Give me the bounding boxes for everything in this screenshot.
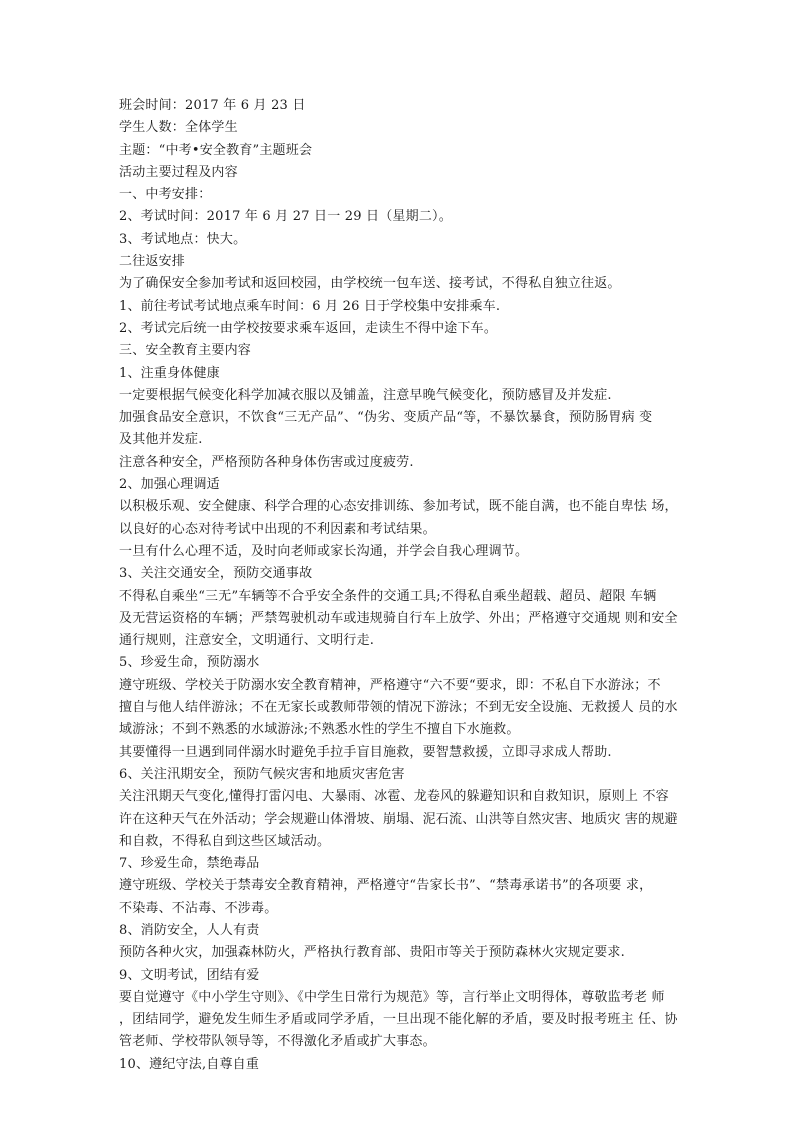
text-line: 其要懂得一旦遇到同伴溺水时避免手拉手盲目施救，要智慧救援，立即寻求成人帮助. (119, 744, 612, 760)
text-line: 不得私自乘坐“三无”车辆等不合乎安全条件的交通工具;不得私自乘坐超载、超员、超限 车辆 (119, 588, 657, 604)
text-line: 许在这种天气在外活动；学会规避山体滑坡、崩塌、泥石流、山洪等自然灾害、地质灾 害的规避 (119, 811, 678, 827)
text-line: 管老师、学校带队领导等，不得激化矛盾或扩大事态。 (119, 1034, 436, 1050)
text-line: 主题：“中考•安全教育”主题班会 (119, 142, 313, 158)
text-line: 域游泳；不到不熟悉的水域游泳;不熟悉水性的学生不擅自下水施救。 (119, 722, 520, 738)
text-line: 遵守班级、学校关于禁毒安全教育精神，严格遵守“告家长书”、“禁毒承诺书”的各项要 求， (119, 878, 653, 894)
text-line: 以良好的心态对待考试中出现的不利因素和考试结果。 (119, 521, 436, 537)
text-line: 及无营运资格的车辆；严禁驾驶机动车或违规骑自行车上放学、外出；严格遵守交通规 则和安全 (119, 610, 678, 626)
text-line: 一旦有什么心理不适，及时向老师或家长沟通，并学会自我心理调节。 (119, 543, 529, 559)
text-line: 7、珍爱生命，禁绝毒品 (119, 856, 260, 872)
text-line: 1、前往考试考试地点乘车时间：6 月 26 日于学校集中安排乘车. (119, 298, 501, 314)
text-line: 和自救，不得私自到这些区域活动。 (119, 833, 331, 849)
text-line: 不染毒、不沾毒、不涉毒。 (119, 900, 278, 916)
text-line: 6、关注汛期安全，预防气候灾害和地质灾害危害 (119, 766, 405, 782)
text-line: 8、消防安全，人人有责 (119, 922, 260, 938)
text-line: 要自觉遵守《中小学生守则》、《中学生日常行为规范》等，言行举止文明得体，尊敬监考老 师 (119, 989, 665, 1005)
text-line: 活动主要过程及内容 (119, 164, 238, 180)
text-line: 以积极乐观、安全健康、科学合理的心态安排训练、参加考试，既不能自满，也不能自卑怯 场， (119, 499, 678, 515)
text-line: 2、加强心理调适 (119, 477, 220, 493)
text-line: 为了确保安全参加考试和返回校园，由学校统一包车送、接考试，不得私自独立往返。 (119, 276, 621, 292)
text-line: 学生人数：全体学生 (119, 120, 238, 136)
text-line: 一定要根据气候变化科学加减衣服以及铺盖，注意早晚气候变化，预防感冒及并发症. (119, 387, 612, 403)
text-line: 加强食品安全意识，不饮食“三无产品”、“伪劣、变质产品“等，不暴饮暴食，预防肠胃病 变 (119, 410, 653, 426)
text-line: 一、中考安排： (119, 187, 212, 203)
text-line: 2、考试时间：2017 年 6 月 27 日一 29 日（星期二）。 (119, 209, 452, 225)
text-line: 3、考试地点：快大。 (119, 231, 247, 247)
text-line: 3、关注交通安全，预防交通事故 (119, 566, 313, 582)
text-line: 注意各种安全，严格预防各种身体伤害或过度疲劳. (119, 454, 414, 470)
text-line: 预防各种火灾，加强森林防火，严格执行教育部、贵阳市等关于预防森林火灾规定要求. (119, 945, 625, 961)
text-line: 二往返安排 (119, 254, 186, 270)
text-line: 1、注重身体健康 (119, 365, 220, 381)
text-line: 三、安全教育主要内容 (119, 343, 252, 359)
text-line: ，团结同学，避免发生师生矛盾或同学矛盾，一旦出现不能化解的矛盾，要及时报考班主 任、协 (119, 1012, 678, 1028)
document-body (119, 95, 685, 1076)
text-line: 2、考试完后统一由学校按要求乘车返回，走读生不得中途下车。 (119, 320, 498, 336)
text-line: 10、遵纪守法,自尊自重 (119, 1056, 260, 1072)
text-line: 5、珍爱生命，预防溺水 (119, 655, 260, 671)
text-line: 关注汛期天气变化,懂得打雷闪电、大暴雨、冰雹、龙卷风的躲避知识和自救知识，原则上 不容 (119, 789, 669, 805)
text-line: 遵守班级、学校关于防溺水安全教育精神，严格遵守“六不要“要求，即：不私自下水游泳；不 (119, 677, 661, 693)
text-line: 擅自与他人结伴游泳；不在无家长或教师带领的情况下游泳；不到无安全设施、无救援人 员的水 (119, 700, 678, 716)
text-line: 班会时间：2017 年 6 月 23 日 (119, 98, 306, 113)
text-line: 通行规则，注意安全，文明通行、文明行走. (119, 633, 375, 649)
text-line: 9、文明考试，团结有爱 (119, 967, 260, 983)
text-line: 及其他并发症. (119, 432, 203, 448)
